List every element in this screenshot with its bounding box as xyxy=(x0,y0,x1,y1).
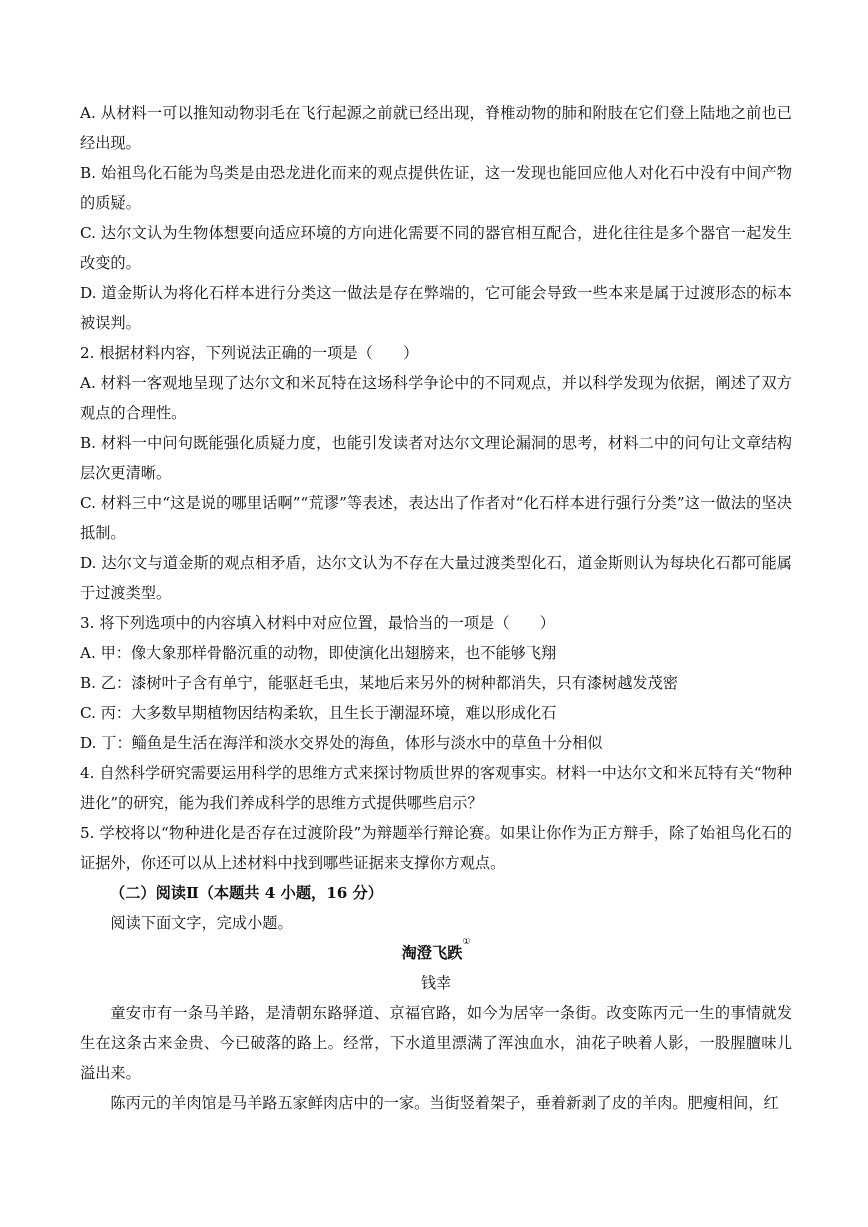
reading-instruction: 阅读下面文字，完成小题。 xyxy=(110,914,293,932)
question-2-stem: 2. 根据材料内容，下列说法正确的一项是（ ） xyxy=(80,344,419,362)
q1-option-d: D. 道金斯认为将化石样本进行分类这一做法是存在弊端的，它可能会导致一些本来是属于过渡形态的标本被误判。 xyxy=(80,284,792,332)
story-paragraph-1: 童安市有一条马羊路，是清朝东路驿道、京福官路，如今为居宰一条街。改变陈丙元一生的事情就发生在这条古来金贵、今已破落的路上。经常，下水道里漂满了浑浊血水，油花子映着人影，一股腥膻味儿溢出来。 xyxy=(80,1004,792,1082)
q1-options xyxy=(80,98,792,338)
q2-option-d: D. 达尔文与道金斯的观点相矛盾，达尔文认为不存在大量过渡类型化石，道金斯则认为每块化石都可能属于过渡类型。 xyxy=(80,554,792,602)
question-3 xyxy=(80,608,792,758)
q2-option-b: B. 材料一中问句既能强化质疑力度，也能引发读者对达尔文理论漏洞的思考，材料二中的问句让文章结构层次更清晰。 xyxy=(80,434,792,482)
footnote-mark: ① xyxy=(462,938,471,947)
q3-option-d: D. 丁：鲻鱼是生活在海洋和淡水交界处的海鱼，体形与淡水中的草鱼十分相似 xyxy=(80,734,603,752)
story-paragraph-2: 陈丙元的羊肉馆是马羊路五家鲜肉店中的一家。当街竖着架子，垂着新剥了皮的羊肉。肥瘦相间，红 xyxy=(110,1094,779,1112)
document-page xyxy=(80,98,792,1118)
q2-option-c: C. 材料三中“这是说的哪里话啊”“荒谬”等表述，表达出了作者对“化石样本进行强行分类”这一做法的坚决抵制。 xyxy=(80,494,792,542)
q2-option-a: A. 材料一客观地呈现了达尔文和米瓦特在这场科学争论中的不同观点，并以科学发现为依据，阐述了双方观点的合理性。 xyxy=(80,374,792,422)
q1-option-b: B. 始祖鸟化石能为鸟类是由恐龙进化而来的观点提供佐证，这一发现也能回应他人对化石中没有中间产物的质疑。 xyxy=(80,164,792,212)
question-4: 4. 自然科学研究需要运用科学的思维方式来探讨物质世界的客观事实。材料一中达尔文和米瓦特有关“物种进化”的研究，能为我们养成科学的思维方式提供哪些启示？ xyxy=(80,764,792,812)
story-title-text: 淘澄飞跌 xyxy=(401,944,463,962)
question-2 xyxy=(80,338,792,608)
section-heading: （二）阅读Ⅱ（本题共 4 小题，16 分） xyxy=(110,884,383,902)
q3-option-c: C. 丙：大多数早期植物因结构柔软，且生长于潮湿环境，难以形成化石 xyxy=(80,704,557,722)
question-5: 5. 学校将以“物种进化是否存在过渡阶段”为辩题举行辩论赛。如果让你作为正方辩手，除了始祖鸟化石的证据外，你还可以从上述材料中找到哪些证据来支撑你方观点。 xyxy=(80,824,792,872)
question-3-stem: 3. 将下列选项中的内容填入材料中对应位置，最恰当的一项是（ ） xyxy=(80,614,555,632)
story-author: 钱幸 xyxy=(420,974,452,992)
q1-option-c: C. 达尔文认为生物体想要向适应环境的方向进化需要不同的器官相互配合，进化往往是多个器官一起发生改变的。 xyxy=(80,224,792,272)
story-title xyxy=(80,938,792,968)
q3-option-a: A. 甲：像大象那样骨骼沉重的动物，即使演化出翅膀来，也不能够飞翔 xyxy=(80,644,557,662)
q1-option-a: A. 从材料一可以推知动物羽毛在飞行起源之前就已经出现，脊椎动物的肺和附肢在它们登上陆地之前也已经出现。 xyxy=(80,104,792,152)
q3-option-b: B. 乙：漆树叶子含有单宁，能驱赶毛虫，某地后来另外的树种都消失，只有漆树越发茂密 xyxy=(80,674,678,692)
